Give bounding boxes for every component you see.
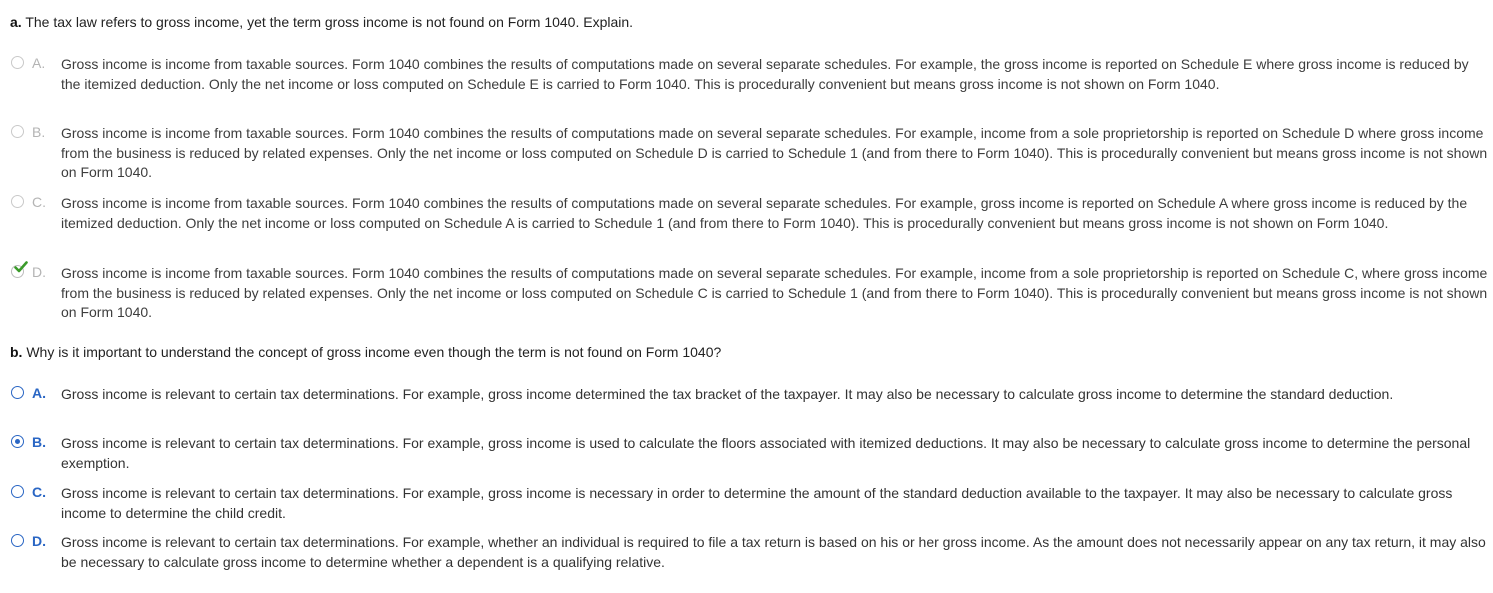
radio-a-C[interactable] bbox=[11, 195, 24, 208]
question-b-title bbox=[10, 344, 721, 361]
option-letter: B. bbox=[32, 434, 46, 450]
question-a-text: The tax law refers to gross income, yet the term gross income is not found on Form 1040. Explain. bbox=[25, 14, 634, 30]
option-letter: C. bbox=[32, 484, 46, 500]
option-text: Gross income is income from taxable sources. Form 1040 combines the results of computations made on several separate schedules. For example, income from a sole proprietorship is reported on Schedule D where gross income from the business is reduced by related expenses. Only the net income or loss computed on Schedule D is carried to Schedule 1 (and from there to Form 1040). This is procedurally convenient but means gross income is not shown on Form 1040. bbox=[61, 125, 1488, 180]
option-a-B bbox=[8, 124, 1488, 184]
radio-b-A[interactable] bbox=[11, 386, 24, 399]
option-b-D bbox=[8, 533, 1488, 593]
option-text: Gross income is income from taxable sources. Form 1040 combines the results of computations made on several separate schedules. For example, income from a sole proprietorship is reported on Schedule C, where gross income from the business is reduced by related expenses. Only the net income or loss computed on Schedule C is carried to Schedule 1 (and from there to Form 1040). This is procedurally convenient but means gross income is not shown on Form 1040. bbox=[61, 265, 1488, 320]
option-text: Gross income is relevant to certain tax determinations. For example, gross income determined the tax bracket of the taxpayer. It may also be necessary to calculate gross income to determine the standard deduction. bbox=[61, 386, 1394, 402]
radio-b-B[interactable] bbox=[11, 435, 24, 448]
option-text: Gross income is relevant to certain tax determinations. For example, gross income is used to calculate the floors associated with itemized deductions. It may also be necessary to calculate gross income to determine the personal exemption. bbox=[61, 435, 1471, 471]
radio-a-A[interactable] bbox=[11, 56, 24, 69]
question-a-title bbox=[10, 14, 633, 31]
radio-b-C[interactable] bbox=[11, 485, 24, 498]
option-text: Gross income is relevant to certain tax determinations. For example, whether an individual is required to file a tax return is based on his or her gross income. As the amount does not necessarily appear on any tax return, it may also be necessary to calculate gross income to determine whether a dependent is a qualifying relative. bbox=[61, 534, 1486, 570]
option-letter: A. bbox=[32, 385, 46, 401]
question-b-label: b. bbox=[10, 344, 23, 360]
question-a-label: a. bbox=[10, 14, 22, 30]
option-a-C bbox=[8, 194, 1488, 254]
option-text: Gross income is relevant to certain tax determinations. For example, gross income is necessary in order to determine the amount of the standard deduction available to the taxpayer. It may also be necessary to calculate gross income to determine the child credit. bbox=[61, 485, 1453, 521]
radio-a-B[interactable] bbox=[11, 125, 24, 138]
question-b-text: Why is it important to understand the concept of gross income even though the term is not found on Form 1040? bbox=[26, 344, 722, 360]
option-letter: D. bbox=[32, 264, 46, 280]
option-text: Gross income is income from taxable sources. Form 1040 combines the results of computations made on several separate schedules. For example, gross income is reported on Schedule A where gross income is reduced by the itemized deduction. Only the net income or loss computed on Schedule A is carried to Schedule 1 (and from there to Form 1040). This is procedurally convenient but means gross income is not shown on Form 1040. bbox=[61, 195, 1468, 231]
radio-b-D[interactable] bbox=[11, 534, 24, 547]
option-text: Gross income is income from taxable sources. Form 1040 combines the results of computations made on several separate schedules. For example, the gross income is reported on Schedule E where gross income is reduced by the itemized deduction. Only the net income or loss computed on Schedule E is carried to Form 1040. This is procedurally convenient but means gross income is not shown on Form 1040. bbox=[61, 56, 1469, 92]
option-letter: A. bbox=[32, 55, 46, 71]
option-a-D bbox=[8, 264, 1488, 324]
option-letter: B. bbox=[32, 124, 46, 140]
option-a-A bbox=[8, 55, 1488, 115]
option-letter: D. bbox=[32, 533, 46, 549]
option-letter: C. bbox=[32, 194, 46, 210]
radio-a-D[interactable] bbox=[11, 265, 24, 278]
